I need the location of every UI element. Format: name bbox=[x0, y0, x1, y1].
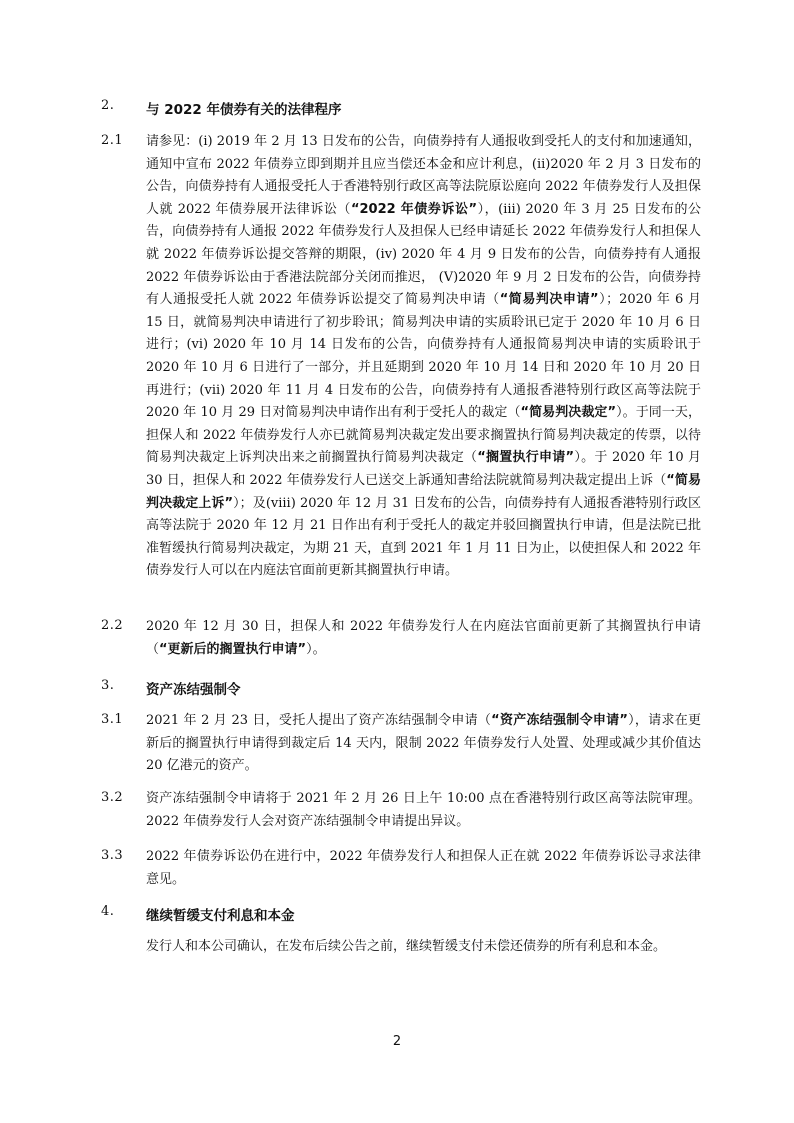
paragraph-text: 2021 年 2 月 23 日，受托人提出了资产冻结强制令申请（“资产冻结强制令申请”），请求在更新后的搁置执行申请得到裁定后 14 天内，限制 2022 年债券发行人处置、处理或减少其价值达 20 亿港元的资产。 bbox=[146, 713, 701, 774]
defined-term: “更新后的搁置执行申请” bbox=[159, 641, 307, 657]
defined-term: “资产冻结强制令申请” bbox=[491, 713, 628, 728]
section-number: 4. bbox=[101, 904, 115, 919]
defined-term: “搁置执行申请” bbox=[477, 450, 575, 466]
paragraph-text: 请参见：(i) 2019 年 2 月 13 日发布的公告，向债券持有人通报收到受托人的支付和加速通知，通知中宣布 2022 年债券立即到期并且应当偿还本金和应计利息，(ii)2020 年 2 月 3 日发布的公告，向债券持有人通报受托人于香港特别行政区高等法院原讼庭向 2022 年债券发行人及担保人就 2022 年债券展开法律诉讼（“2022 年债券诉讼”），(iii) 2020 年 3 月 25 日发布的公告，向债券持有人通报 2022 年债券发行人及担保人已经申请延长 2022 年债券发行人和担保人就 2022 年债券诉讼提交答辩的期限，(iv) 2020 年 4 月 9 日发布的公告，向债券持有人通报 2022 年债券诉讼由于香港法院部分关闭而推迟， (V)2020 年 9 月 2 日发布的公告，向债券持有人通报受托人就 2022 年债券诉讼提交了简易判决申请（“简易判决申请”）；2020 年 6 月 15 日，就简易判决申请进行了初步聆讯；简易判决申请的实质聆讯已定于 2020 年 10 月 6 日进行；(vi) 2020 年 10 月 14 日发布的公告，向债券持有人通报简易判决申请的实质聆讯于 2020 年 10 月 6 日进行了一部分，并且延期到 2020 年 10 月 14 日和 2020 年 10 月 20 日再进行；(vii) 2020 年 11 月 4 日发布的公告，向债券持有人通报香港特别行政区高等法院于 2020 年 10 月 29 日对简易判决申请作出有利于受托人的裁定（“简易判决裁定”）。于同一天，担保人和 2022 年债券发行人亦已就简易判决裁定发出要求搁置执行简易判决裁定的传票，以待简易判决裁定上诉判决出来之前搁置执行简易判决裁定（“搁置执行申请”）。于 2020 年 10 月 30 日，担保人和 2022 年债券发行人已送交上訴通知書给法院就简易判决裁定提出上诉（“简易判决裁定上诉”）；及(viii) 2020 年 12 月 31 日发布的公告，向债券持有人通报香港特别行政区高等法院于 2020 年 12 月 21 日作出有利于受托人的裁定并驳回搁置执行申请，但是法院已批准暂缓执行简易判决裁定，为期 21 天，直到 2021 年 1 月 11 日为止，以使担保人和 2022 年债券发行人可以在内庭法官面前更新其搁置执行申请。 bbox=[146, 134, 701, 579]
section-title: 与 2022 年债券有关的法律程序 bbox=[146, 102, 342, 118]
section-2-heading bbox=[101, 98, 701, 122]
paragraph-text: 发行人和本公司确认，在发布后续公告之前，继续暂缓支付未偿还债券的所有利息和本金。 bbox=[146, 939, 667, 954]
section-number: 2. bbox=[101, 98, 115, 113]
paragraph-3-2 bbox=[101, 788, 701, 838]
section-3-heading bbox=[101, 678, 701, 702]
paragraph-number: 2.2 bbox=[101, 618, 124, 633]
paragraph-2-1 bbox=[101, 131, 701, 611]
defined-term: “简易判决裁定上诉” bbox=[146, 472, 701, 511]
paragraph-text: 资产冻结强制令申请将于 2021 年 2 月 26 日上午 10:00 点在香港特别行政区高等法院审理。2022 年债券发行人会对资产冻结强制令申请提出异议。 bbox=[146, 791, 701, 829]
paragraph-4 bbox=[101, 936, 701, 986]
page-number: 2 bbox=[392, 1034, 402, 1049]
defined-term: “简易判决申请” bbox=[499, 292, 599, 308]
paragraph-number: 2.1 bbox=[101, 133, 124, 148]
section-title: 资产冻结强制令 bbox=[146, 682, 241, 698]
paragraph-3-1 bbox=[101, 710, 701, 780]
defined-term: “简易判决裁定” bbox=[520, 405, 617, 421]
paragraph-number: 3.1 bbox=[101, 712, 124, 727]
section-number: 3. bbox=[101, 678, 115, 693]
section-title: 继续暂缓支付利息和本金 bbox=[146, 908, 295, 924]
defined-term: “2022 年债券诉讼” bbox=[350, 201, 478, 217]
section-4-heading bbox=[101, 904, 701, 928]
paragraph-number: 3.2 bbox=[101, 790, 124, 805]
paragraph-text: 2022 年债券诉讼仍在进行中，2022 年债券发行人和担保人正在就 2022 年债券诉讼寻求法律意见。 bbox=[146, 849, 701, 887]
paragraph-number: 3.3 bbox=[101, 848, 124, 863]
paragraph-3-3 bbox=[101, 846, 701, 896]
paragraph-2-2 bbox=[101, 616, 701, 666]
paragraph-text: 2020 年 12 月 30 日，担保人和 2022 年债券发行人在内庭法官面前更新了其搁置执行申请（“更新后的搁置执行申请”）。 bbox=[146, 619, 701, 657]
